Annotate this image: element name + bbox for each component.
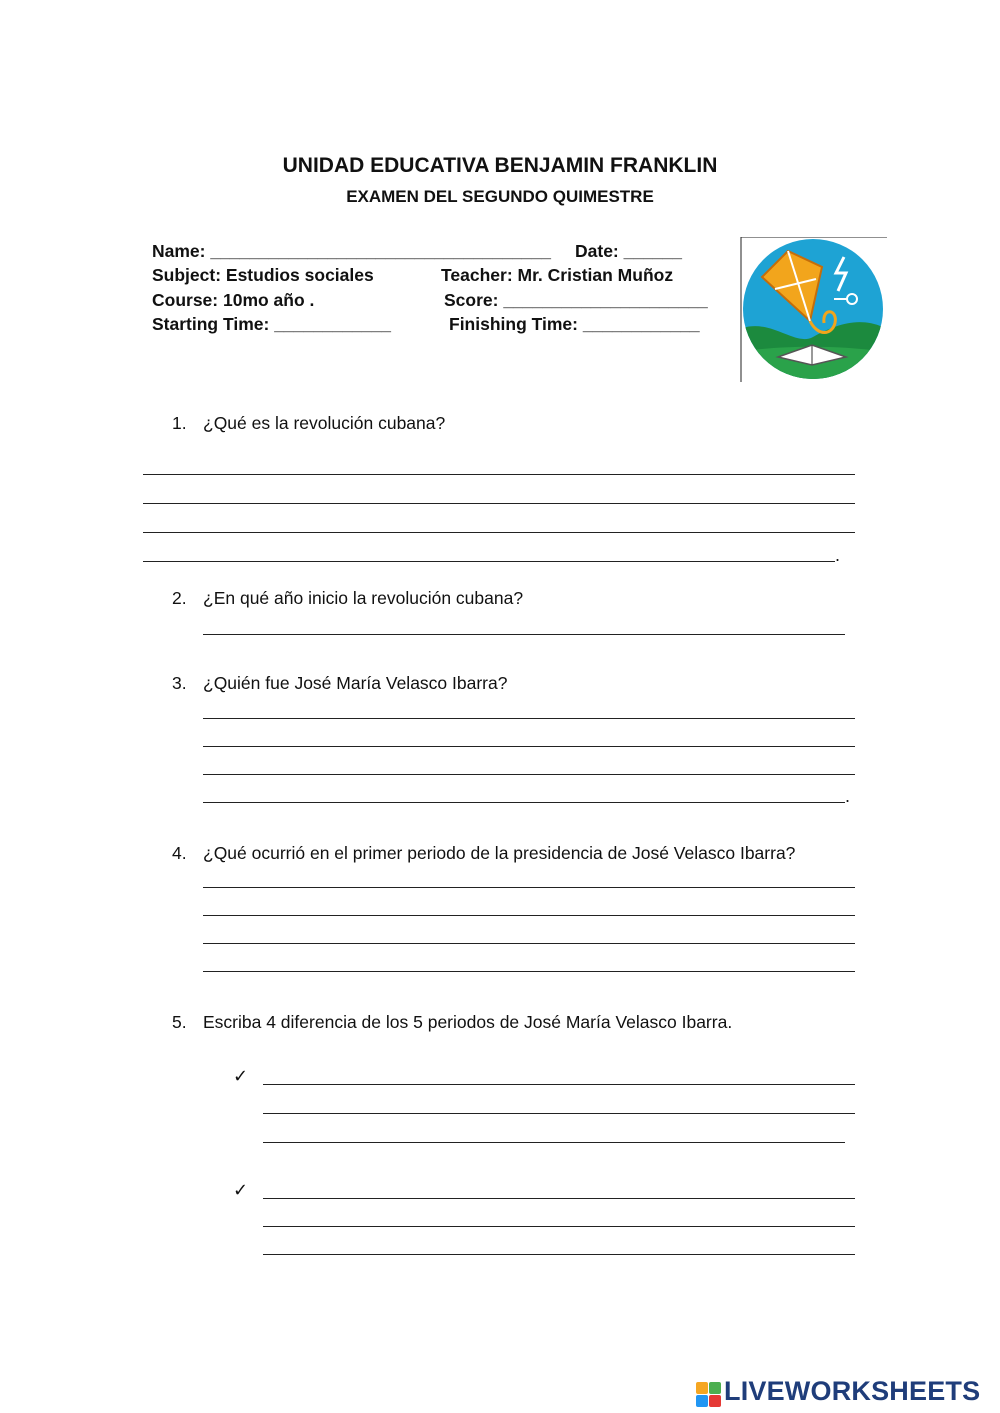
answer-line[interactable] [203, 943, 855, 944]
date-field[interactable]: Date: ______ [575, 241, 683, 261]
answer-line[interactable] [203, 718, 855, 719]
checkmark-icon: ✓ [233, 1180, 249, 1200]
question-2-text: ¿En qué año inicio la revolución cubana? [203, 588, 524, 608]
finishing-time-field[interactable]: Finishing Time: ____________ [449, 314, 700, 334]
question-5-number: 5. [172, 1012, 187, 1032]
answer-line[interactable] [203, 971, 855, 972]
teacher-label: Teacher: Mr. Cristian Muñoz [441, 265, 674, 285]
answer-line[interactable] [143, 474, 855, 475]
answer-line[interactable] [203, 746, 855, 747]
answer-line[interactable] [203, 915, 855, 916]
answer-line[interactable] [263, 1226, 855, 1227]
question-4-text: ¿Qué ocurrió en el primer periodo de la presidencia de José Velasco Ibarra? [203, 843, 796, 863]
liveworksheets-wordmark: LIVEWORKSHEETS [724, 1376, 981, 1406]
liveworksheets-brand [696, 1376, 996, 1410]
school-title: UNIDAD EDUCATIVA BENJAMIN FRANKLIN [282, 154, 718, 177]
line-end-dot: . [835, 545, 841, 565]
question-2-number: 2. [172, 588, 187, 608]
checkmark-icon: ✓ [233, 1066, 249, 1086]
answer-line[interactable] [263, 1084, 855, 1085]
question-3-text: ¿Quién fue José María Velasco Ibarra? [203, 673, 508, 693]
question-4-number: 4. [172, 843, 187, 863]
question-1-number: 1. [172, 413, 187, 433]
line-end-dot: . [845, 786, 851, 806]
score-field[interactable]: Score: _____________________ [444, 290, 708, 310]
answer-line[interactable] [263, 1254, 855, 1255]
starting-time-field[interactable]: Starting Time: ____________ [152, 314, 391, 334]
question-5-text: Escriba 4 diferencia de los 5 periodos de José María Velasco Ibarra. [203, 1012, 733, 1032]
answer-line[interactable] [263, 1198, 855, 1199]
answer-line[interactable] [203, 887, 855, 888]
answer-line[interactable] [143, 532, 855, 533]
school-logo [740, 237, 887, 382]
subject-label: Subject: Estudios sociales [152, 265, 374, 285]
name-field[interactable]: Name: ___________________________________ [152, 241, 551, 261]
answer-line[interactable] [263, 1113, 855, 1114]
answer-line[interactable] [203, 802, 845, 803]
course-label: Course: 10mo año . [152, 290, 315, 310]
answer-line[interactable] [203, 634, 845, 635]
liveworksheets-logo-icon [696, 1382, 722, 1408]
answer-line[interactable] [143, 561, 835, 562]
question-1-text: ¿Qué es la revolución cubana? [203, 413, 446, 433]
answer-line[interactable] [143, 503, 855, 504]
answer-line[interactable] [263, 1142, 845, 1143]
exam-title: EXAMEN DEL SEGUNDO QUIMESTRE [346, 187, 654, 206]
answer-line[interactable] [203, 774, 855, 775]
question-3-number: 3. [172, 673, 187, 693]
